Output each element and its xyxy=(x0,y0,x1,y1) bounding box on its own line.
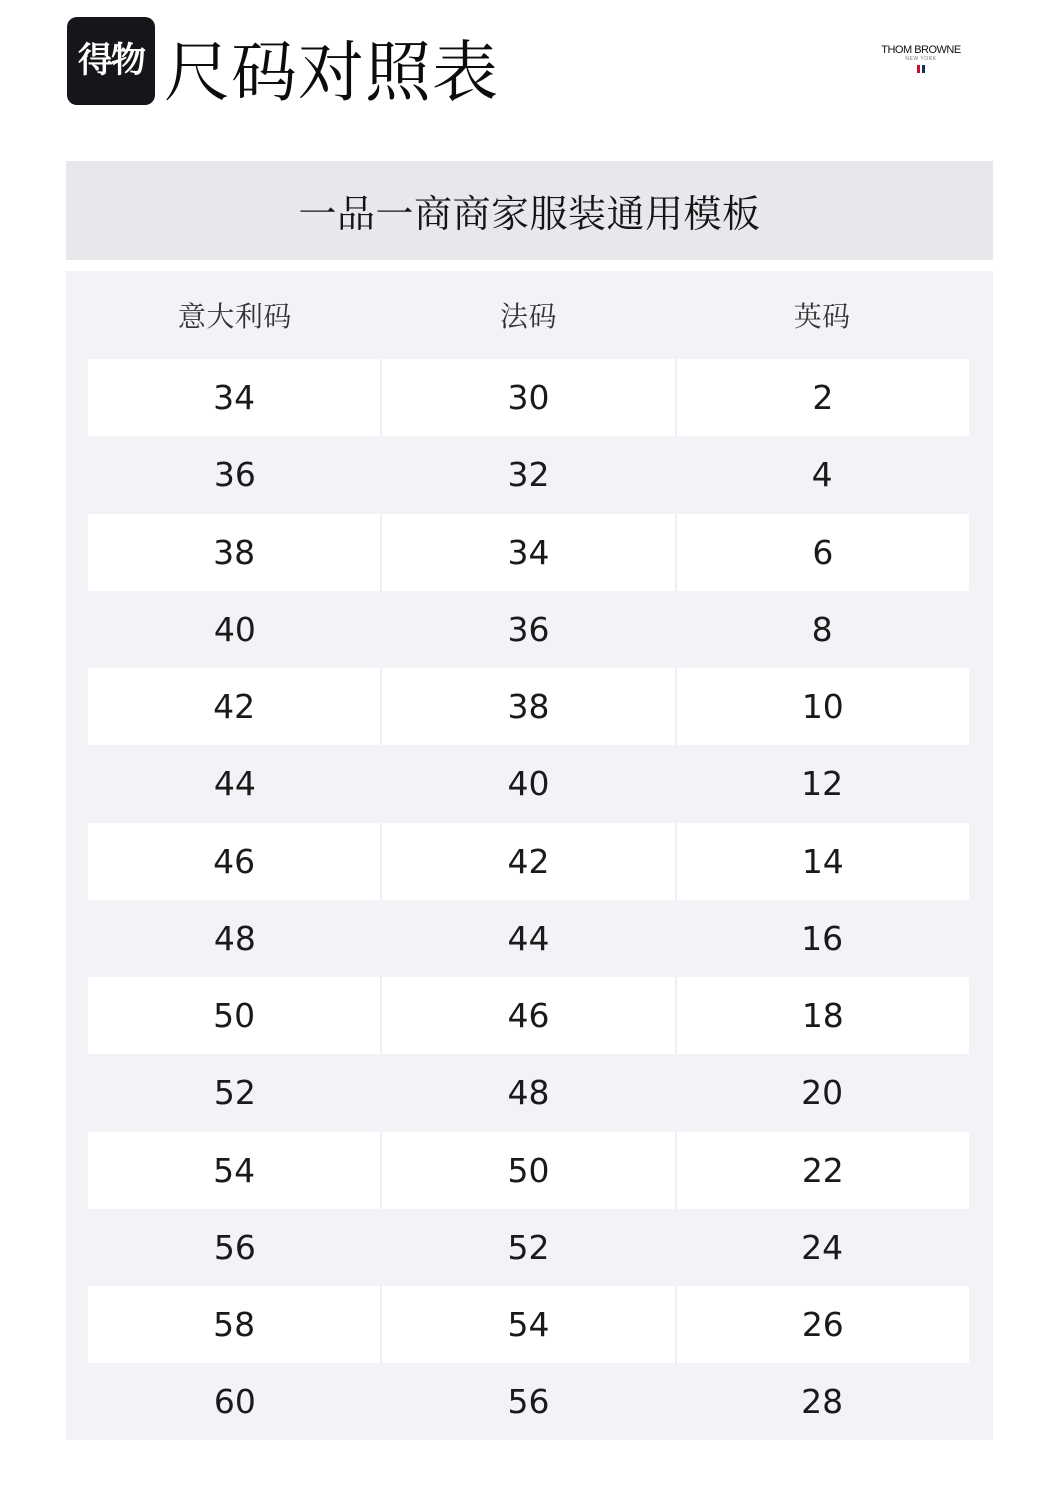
table-row xyxy=(88,359,969,436)
size-cell-france: 52 xyxy=(507,1227,550,1267)
table-row xyxy=(88,668,969,745)
size-cell-italy: 50 xyxy=(88,977,380,1054)
size-cell-uk: 2 xyxy=(675,359,969,436)
size-cell-uk: 22 xyxy=(675,1132,969,1209)
brand-logo xyxy=(866,45,976,73)
table-row xyxy=(88,1286,969,1363)
size-cell-italy: 56 xyxy=(213,1227,256,1267)
size-cell-uk: 24 xyxy=(801,1227,844,1267)
size-cell-italy: 48 xyxy=(213,918,256,958)
table-row xyxy=(88,1209,969,1286)
size-cell-italy: 52 xyxy=(213,1073,256,1113)
size-cell-france: 40 xyxy=(507,764,550,804)
template-banner xyxy=(66,161,993,260)
page-header xyxy=(0,0,1059,150)
table-header-row xyxy=(88,271,969,359)
table-row xyxy=(88,436,969,513)
size-cell-france: 34 xyxy=(380,514,674,591)
size-cell-france: 50 xyxy=(380,1132,674,1209)
size-chart-table xyxy=(66,271,993,1440)
size-cell-uk: 16 xyxy=(801,918,844,958)
app-logo-text: 得物 xyxy=(77,40,144,81)
size-cell-italy: 38 xyxy=(88,514,380,591)
size-cell-france: 44 xyxy=(507,918,550,958)
table-row xyxy=(88,1132,969,1209)
column-header-uk: 英码 xyxy=(793,300,851,333)
size-cell-uk: 14 xyxy=(675,823,969,900)
size-cell-france: 46 xyxy=(380,977,674,1054)
size-cell-uk: 10 xyxy=(675,668,969,745)
table-body xyxy=(88,359,969,1441)
size-cell-france: 48 xyxy=(507,1073,550,1113)
size-cell-uk: 6 xyxy=(675,514,969,591)
brand-stripe-red xyxy=(917,65,920,73)
size-cell-france: 54 xyxy=(380,1286,674,1363)
size-cell-france: 30 xyxy=(380,359,674,436)
size-cell-italy: 36 xyxy=(213,455,256,495)
table-row xyxy=(88,1054,969,1131)
template-title: 一品一商商家服装通用模板 xyxy=(298,192,761,236)
table-row xyxy=(88,823,969,900)
size-cell-france: 38 xyxy=(380,668,674,745)
page-title: 尺码对照表 xyxy=(164,34,499,111)
size-cell-uk: 8 xyxy=(811,609,833,649)
table-row xyxy=(88,977,969,1054)
size-cell-uk: 28 xyxy=(801,1382,844,1422)
table-row xyxy=(88,900,969,977)
size-cell-france: 42 xyxy=(380,823,674,900)
size-cell-italy: 60 xyxy=(213,1382,256,1422)
brand-stripe-navy xyxy=(922,65,925,73)
column-header-france: 法码 xyxy=(500,300,558,333)
brand-name: THOM BROWNE xyxy=(881,44,961,56)
size-cell-uk: 18 xyxy=(675,977,969,1054)
table-row xyxy=(88,514,969,591)
size-cell-uk: 26 xyxy=(675,1286,969,1363)
size-cell-france: 56 xyxy=(507,1382,550,1422)
size-cell-italy: 54 xyxy=(88,1132,380,1209)
size-cell-italy: 42 xyxy=(88,668,380,745)
size-cell-uk: 12 xyxy=(801,764,844,804)
table-row xyxy=(88,1363,969,1440)
size-cell-uk: 20 xyxy=(801,1073,844,1113)
table-row xyxy=(88,591,969,668)
size-cell-italy: 34 xyxy=(88,359,380,436)
column-header-italy: 意大利码 xyxy=(177,300,292,333)
brand-stripes-icon xyxy=(866,65,976,73)
size-cell-uk: 4 xyxy=(811,455,833,495)
dewu-app-logo xyxy=(67,17,155,105)
size-cell-italy: 46 xyxy=(88,823,380,900)
table-row xyxy=(88,745,969,822)
size-cell-italy: 44 xyxy=(213,764,256,804)
size-cell-italy: 58 xyxy=(88,1286,380,1363)
size-cell-france: 32 xyxy=(507,455,550,495)
brand-subtitle: NEW YORK xyxy=(905,56,937,62)
size-cell-france: 36 xyxy=(507,609,550,649)
size-cell-italy: 40 xyxy=(213,609,256,649)
